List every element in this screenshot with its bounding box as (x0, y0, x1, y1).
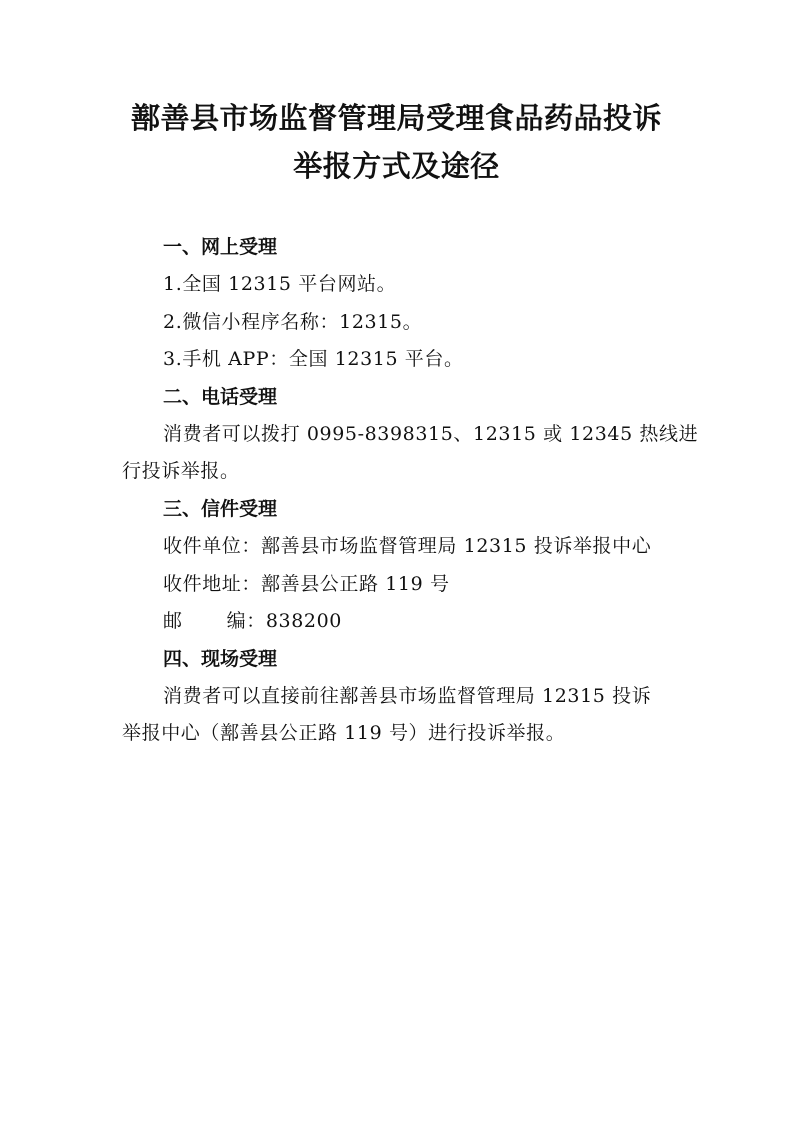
online-item-website: 1.全国 12315 平台网站。 (163, 273, 397, 295)
section-heading-online: 一、网上受理 (163, 236, 278, 258)
postcode-label-char-1: 邮 (163, 610, 183, 632)
postcode-label-char-2: 编： (226, 610, 266, 632)
online-item-miniprogram: 2.微信小程序名称：12315。 (163, 311, 423, 333)
phone-paragraph-line-1: 消费者可以拨打 0995-8398315、12315 或 12345 热线进 (163, 423, 699, 445)
phone-paragraph-line-2: 行投诉举报。 (122, 460, 240, 482)
section-heading-phone: 二、电话受理 (163, 386, 278, 408)
postcode-value: 838200 (265, 610, 342, 632)
document-title-line-2: 举报方式及途径 (293, 149, 500, 183)
document-title-line-1: 鄯善县市场监督管理局受理食品药品投诉 (130, 101, 662, 135)
online-item-app: 3.手机 APP：全国 12315 平台。 (163, 348, 464, 370)
section-heading-letter: 三、信件受理 (163, 498, 278, 520)
onsite-paragraph-line-1: 消费者可以直接前往鄯善县市场监督管理局 12315 投诉 (163, 685, 652, 707)
letter-recipient-unit: 收件单位：鄯善县市场监督管理局 12315 投诉举报中心 (163, 535, 652, 557)
letter-postcode (163, 608, 342, 634)
onsite-paragraph-line-2: 举报中心（鄯善县公正路 119 号）进行投诉举报。 (122, 722, 566, 744)
section-heading-onsite: 四、现场受理 (163, 648, 278, 670)
letter-recipient-address: 收件地址：鄯善县公正路 119 号 (163, 573, 450, 595)
